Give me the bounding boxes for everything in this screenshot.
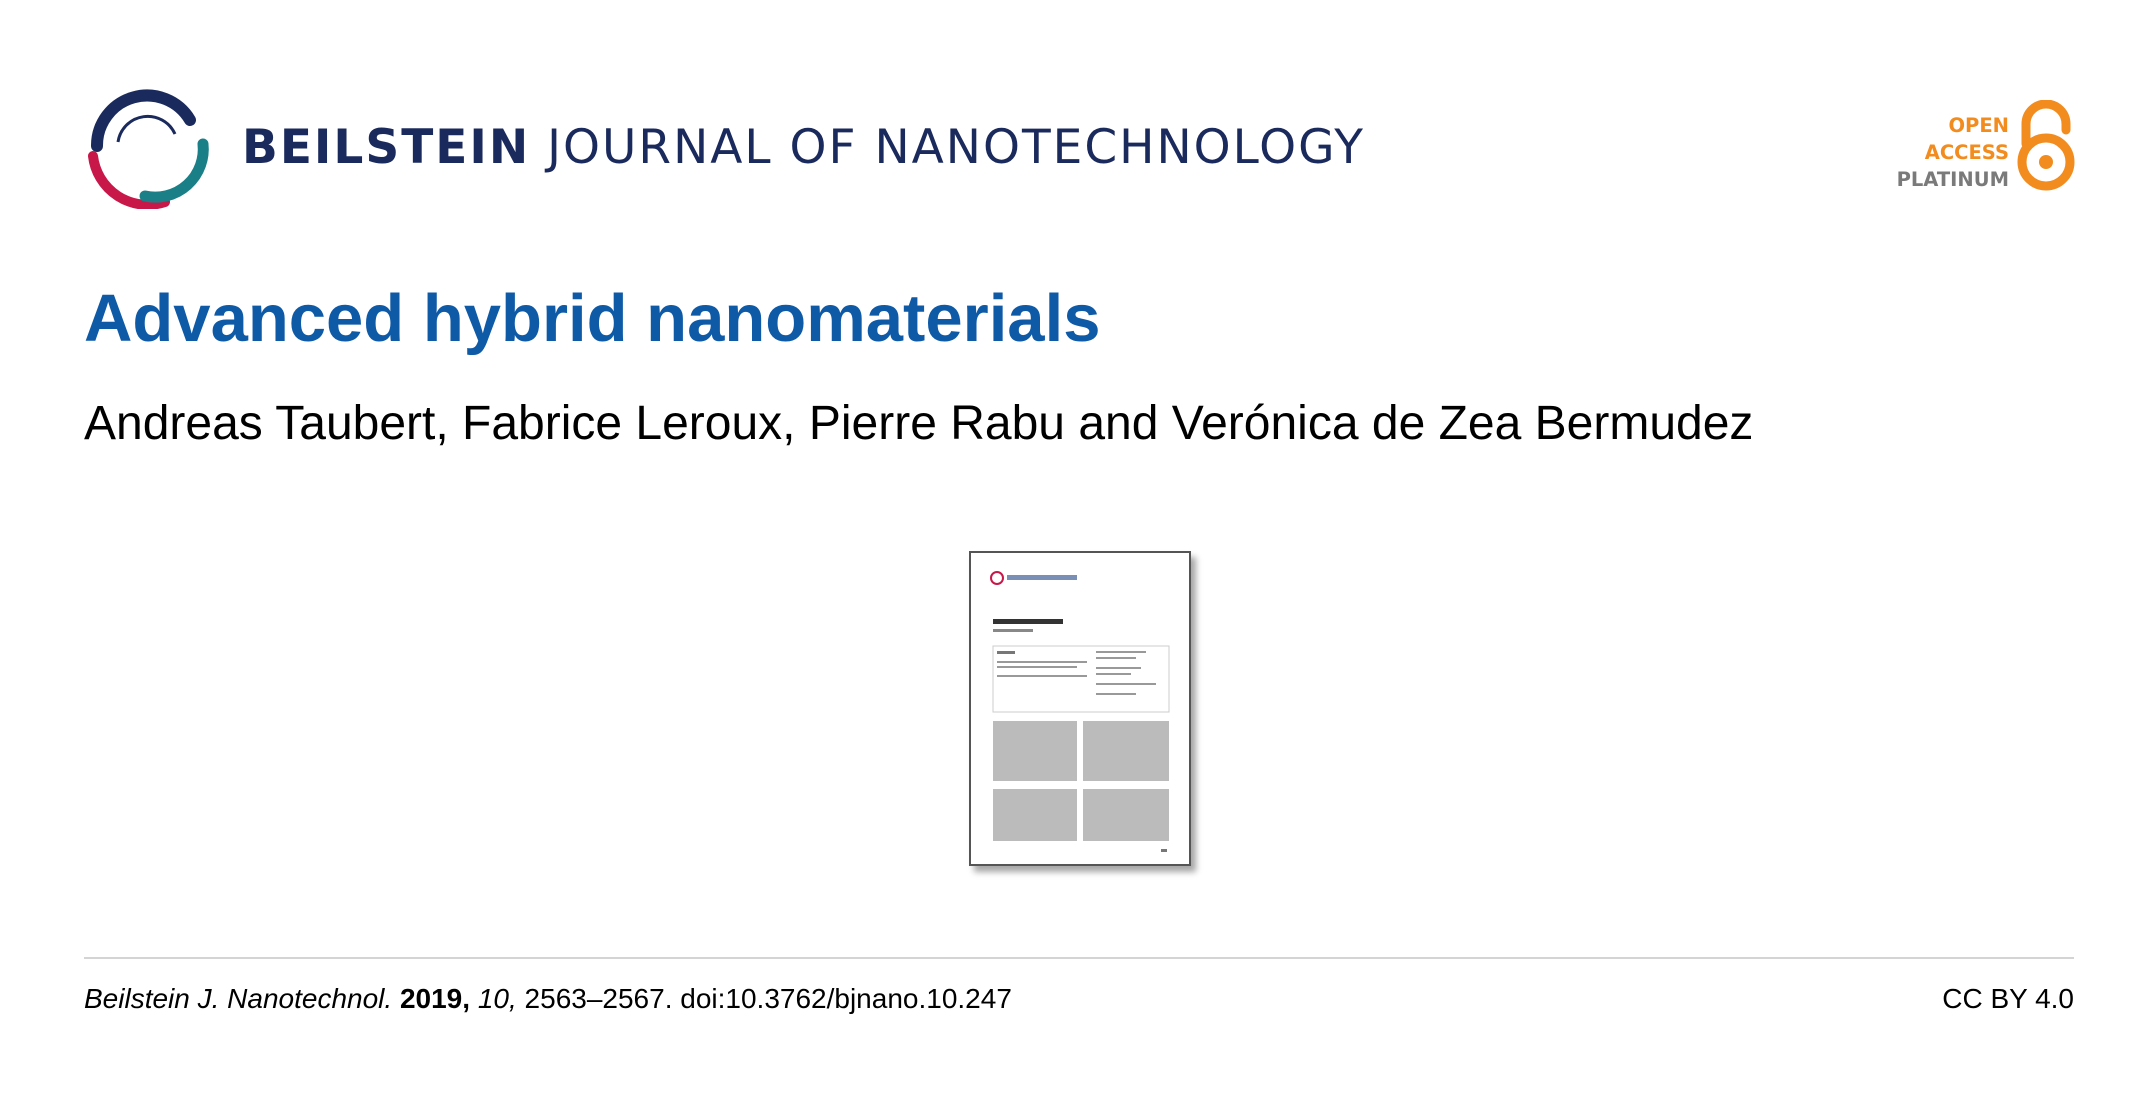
journal-title-rest: JOURNAL OF NANOTECHNOLOGY	[547, 120, 1365, 175]
citation-journal: Beilstein J. Nanotechnol.	[84, 983, 393, 1014]
journal-name	[242, 120, 1365, 175]
oa-open-label: OPEN	[1948, 114, 2009, 137]
citation-pages-doi[interactable]: 2563–2567. doi:10.3762/bjnano.10.247	[524, 983, 1012, 1014]
article-authors: Andreas Taubert, Fabrice Leroux, Pierre Rabu and Verónica de Zea Bermudez	[84, 397, 1754, 450]
article-thumbnail-image	[971, 553, 1189, 864]
citation-line	[84, 983, 1012, 1015]
journal-header	[85, 84, 2075, 214]
footer-divider	[84, 957, 2074, 959]
journal-brand: BEILSTEIN	[242, 120, 531, 175]
citation-volume: 10,	[477, 983, 517, 1014]
open-padlock-icon	[2017, 100, 2075, 192]
open-access-badge	[1875, 100, 2075, 200]
article-title: Advanced hybrid nanomaterials	[84, 281, 1101, 356]
license-label[interactable]: CC BY 4.0	[1942, 983, 2074, 1014]
beilstein-logo-icon	[85, 84, 210, 209]
oa-platinum-label: PLATINUM	[1896, 168, 2009, 191]
article-thumbnail[interactable]	[969, 551, 1191, 866]
oa-access-label: ACCESS	[1924, 141, 2009, 164]
citation-year: 2019,	[399, 983, 471, 1014]
